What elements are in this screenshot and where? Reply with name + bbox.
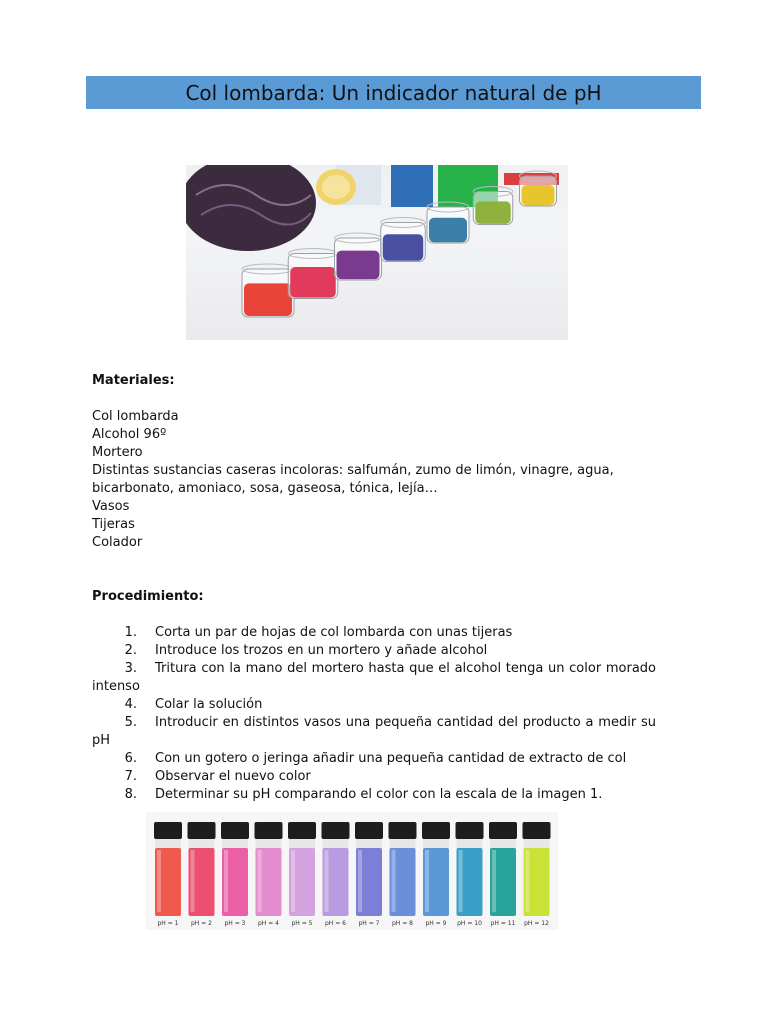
vial-highlight	[291, 850, 295, 912]
vial-label: pH = 10	[457, 920, 482, 927]
vial-label: pH = 1	[157, 920, 179, 927]
materials-item: Distintas sustancias caseras incoloras: salfumán, zumo de limón, vinagre, agua,	[92, 463, 614, 478]
materials-item: Alcohol 96º	[92, 427, 167, 442]
vial-cap	[422, 822, 450, 839]
ph-vial	[322, 822, 350, 927]
vial-highlight	[191, 850, 195, 912]
vial-label: pH = 11	[490, 920, 516, 927]
ph-vial	[188, 822, 216, 927]
vial-highlight	[157, 850, 161, 912]
vial-highlight	[425, 850, 429, 912]
vial-cap	[523, 822, 551, 839]
vial-neck	[256, 839, 282, 849]
ph-vial	[456, 822, 484, 927]
ph-vial	[422, 822, 450, 927]
vial-cap	[154, 822, 182, 839]
vial-cap	[322, 822, 350, 839]
vial-label: pH = 7	[358, 920, 380, 927]
vial-label: pH = 9	[425, 920, 447, 927]
ph-vial	[288, 822, 316, 927]
glass-liquid	[337, 251, 380, 280]
glass-liquid	[290, 267, 336, 298]
page-title: Col lombarda: Un indicador natural de pH	[185, 80, 602, 105]
glass-liquid	[522, 185, 555, 205]
procedure-heading: Procedimiento:	[92, 589, 204, 604]
document-body	[92, 372, 656, 804]
lemon-slice	[322, 175, 350, 199]
vial-cap	[389, 822, 417, 839]
vial-label: pH = 5	[291, 920, 313, 927]
vial-highlight	[526, 850, 530, 912]
ph-scale-vials	[146, 812, 558, 930]
vial-label: pH = 3	[224, 920, 246, 927]
vial-neck	[390, 839, 416, 849]
ph-vial	[389, 822, 417, 927]
vial-cap	[355, 822, 383, 839]
materials-heading: Materiales:	[92, 373, 175, 388]
vial-highlight	[392, 850, 396, 912]
vial-highlight	[358, 850, 362, 912]
red-cabbage	[186, 165, 316, 251]
materials-list	[92, 408, 656, 552]
vial-cap	[221, 822, 249, 839]
vial-cap	[456, 822, 484, 839]
background-bottle	[391, 165, 433, 207]
vial-neck	[289, 839, 315, 849]
materials-item: bicarbonato, amoniaco, sosa, gaseosa, tónica, lejía…	[92, 481, 438, 496]
ph-vial	[489, 822, 517, 927]
procedure-step: 4. Colar la solución	[124, 697, 263, 712]
vial-neck	[189, 839, 215, 849]
procedure-step: 1. Corta un par de hojas de col lombarda con unas tijeras	[124, 625, 513, 640]
vial-cap	[489, 822, 517, 839]
procedure-step: 2. Introduce los trozos en un mortero y añade alcohol	[124, 643, 488, 658]
vial-label: pH = 6	[325, 920, 346, 927]
glass-liquid	[244, 283, 292, 316]
vial-cap	[288, 822, 316, 839]
vial-cap	[255, 822, 283, 839]
procedure-steps	[92, 624, 656, 804]
vial-neck	[222, 839, 248, 849]
vial-neck	[155, 839, 181, 849]
procedure-step: 8. Determinar su pH comparando el color con la escala de la imagen 1.	[124, 787, 603, 802]
vial-neck	[457, 839, 483, 849]
vial-highlight	[258, 850, 262, 912]
procedure-step: 5. Introducir en distintos vasos una pequeña cantidad del producto a medir su pH	[92, 715, 656, 748]
vial-neck	[524, 839, 550, 849]
vial-highlight	[325, 850, 329, 912]
vial-highlight	[492, 850, 496, 912]
procedure-step: 7. Observar el nuevo color	[124, 769, 311, 784]
vial-label: pH = 8	[392, 920, 413, 927]
vial-highlight	[459, 850, 463, 912]
vial-cap	[188, 822, 216, 839]
vial-neck	[423, 839, 449, 849]
materials-item: Vasos	[92, 499, 130, 514]
materials-item: Colador	[92, 535, 143, 550]
ph-vial	[255, 822, 283, 927]
procedure-step: 6. Con un gotero o jeringa añadir una pequeña cantidad de extracto de col	[124, 751, 627, 766]
vial-neck	[356, 839, 382, 849]
vial-label: pH = 12	[524, 920, 549, 927]
ph-vial	[355, 822, 383, 927]
materials-item: Tijeras	[92, 517, 135, 532]
glass-liquid	[383, 234, 424, 261]
vial-label: pH = 2	[191, 920, 212, 927]
cabbage-indicator-photo	[186, 165, 568, 340]
vial-label: pH = 4	[258, 920, 279, 927]
vial-highlight	[224, 850, 228, 912]
materials-item: Col lombarda	[92, 409, 179, 424]
vial-neck	[490, 839, 516, 849]
title-banner	[86, 76, 701, 109]
vial-neck	[323, 839, 349, 849]
ph-vial	[221, 822, 249, 927]
ph-scale-photo	[146, 812, 558, 930]
ph-vial	[523, 822, 551, 927]
ph-vial	[154, 822, 182, 927]
glass-liquid	[475, 201, 511, 223]
procedure-step: 3. Tritura con la mano del mortero hasta que el alcohol tenga un color morado intenso	[92, 661, 656, 694]
cabbage-indicator-illustration	[186, 165, 568, 340]
glass-liquid	[429, 218, 467, 242]
materials-item: Mortero	[92, 445, 143, 460]
